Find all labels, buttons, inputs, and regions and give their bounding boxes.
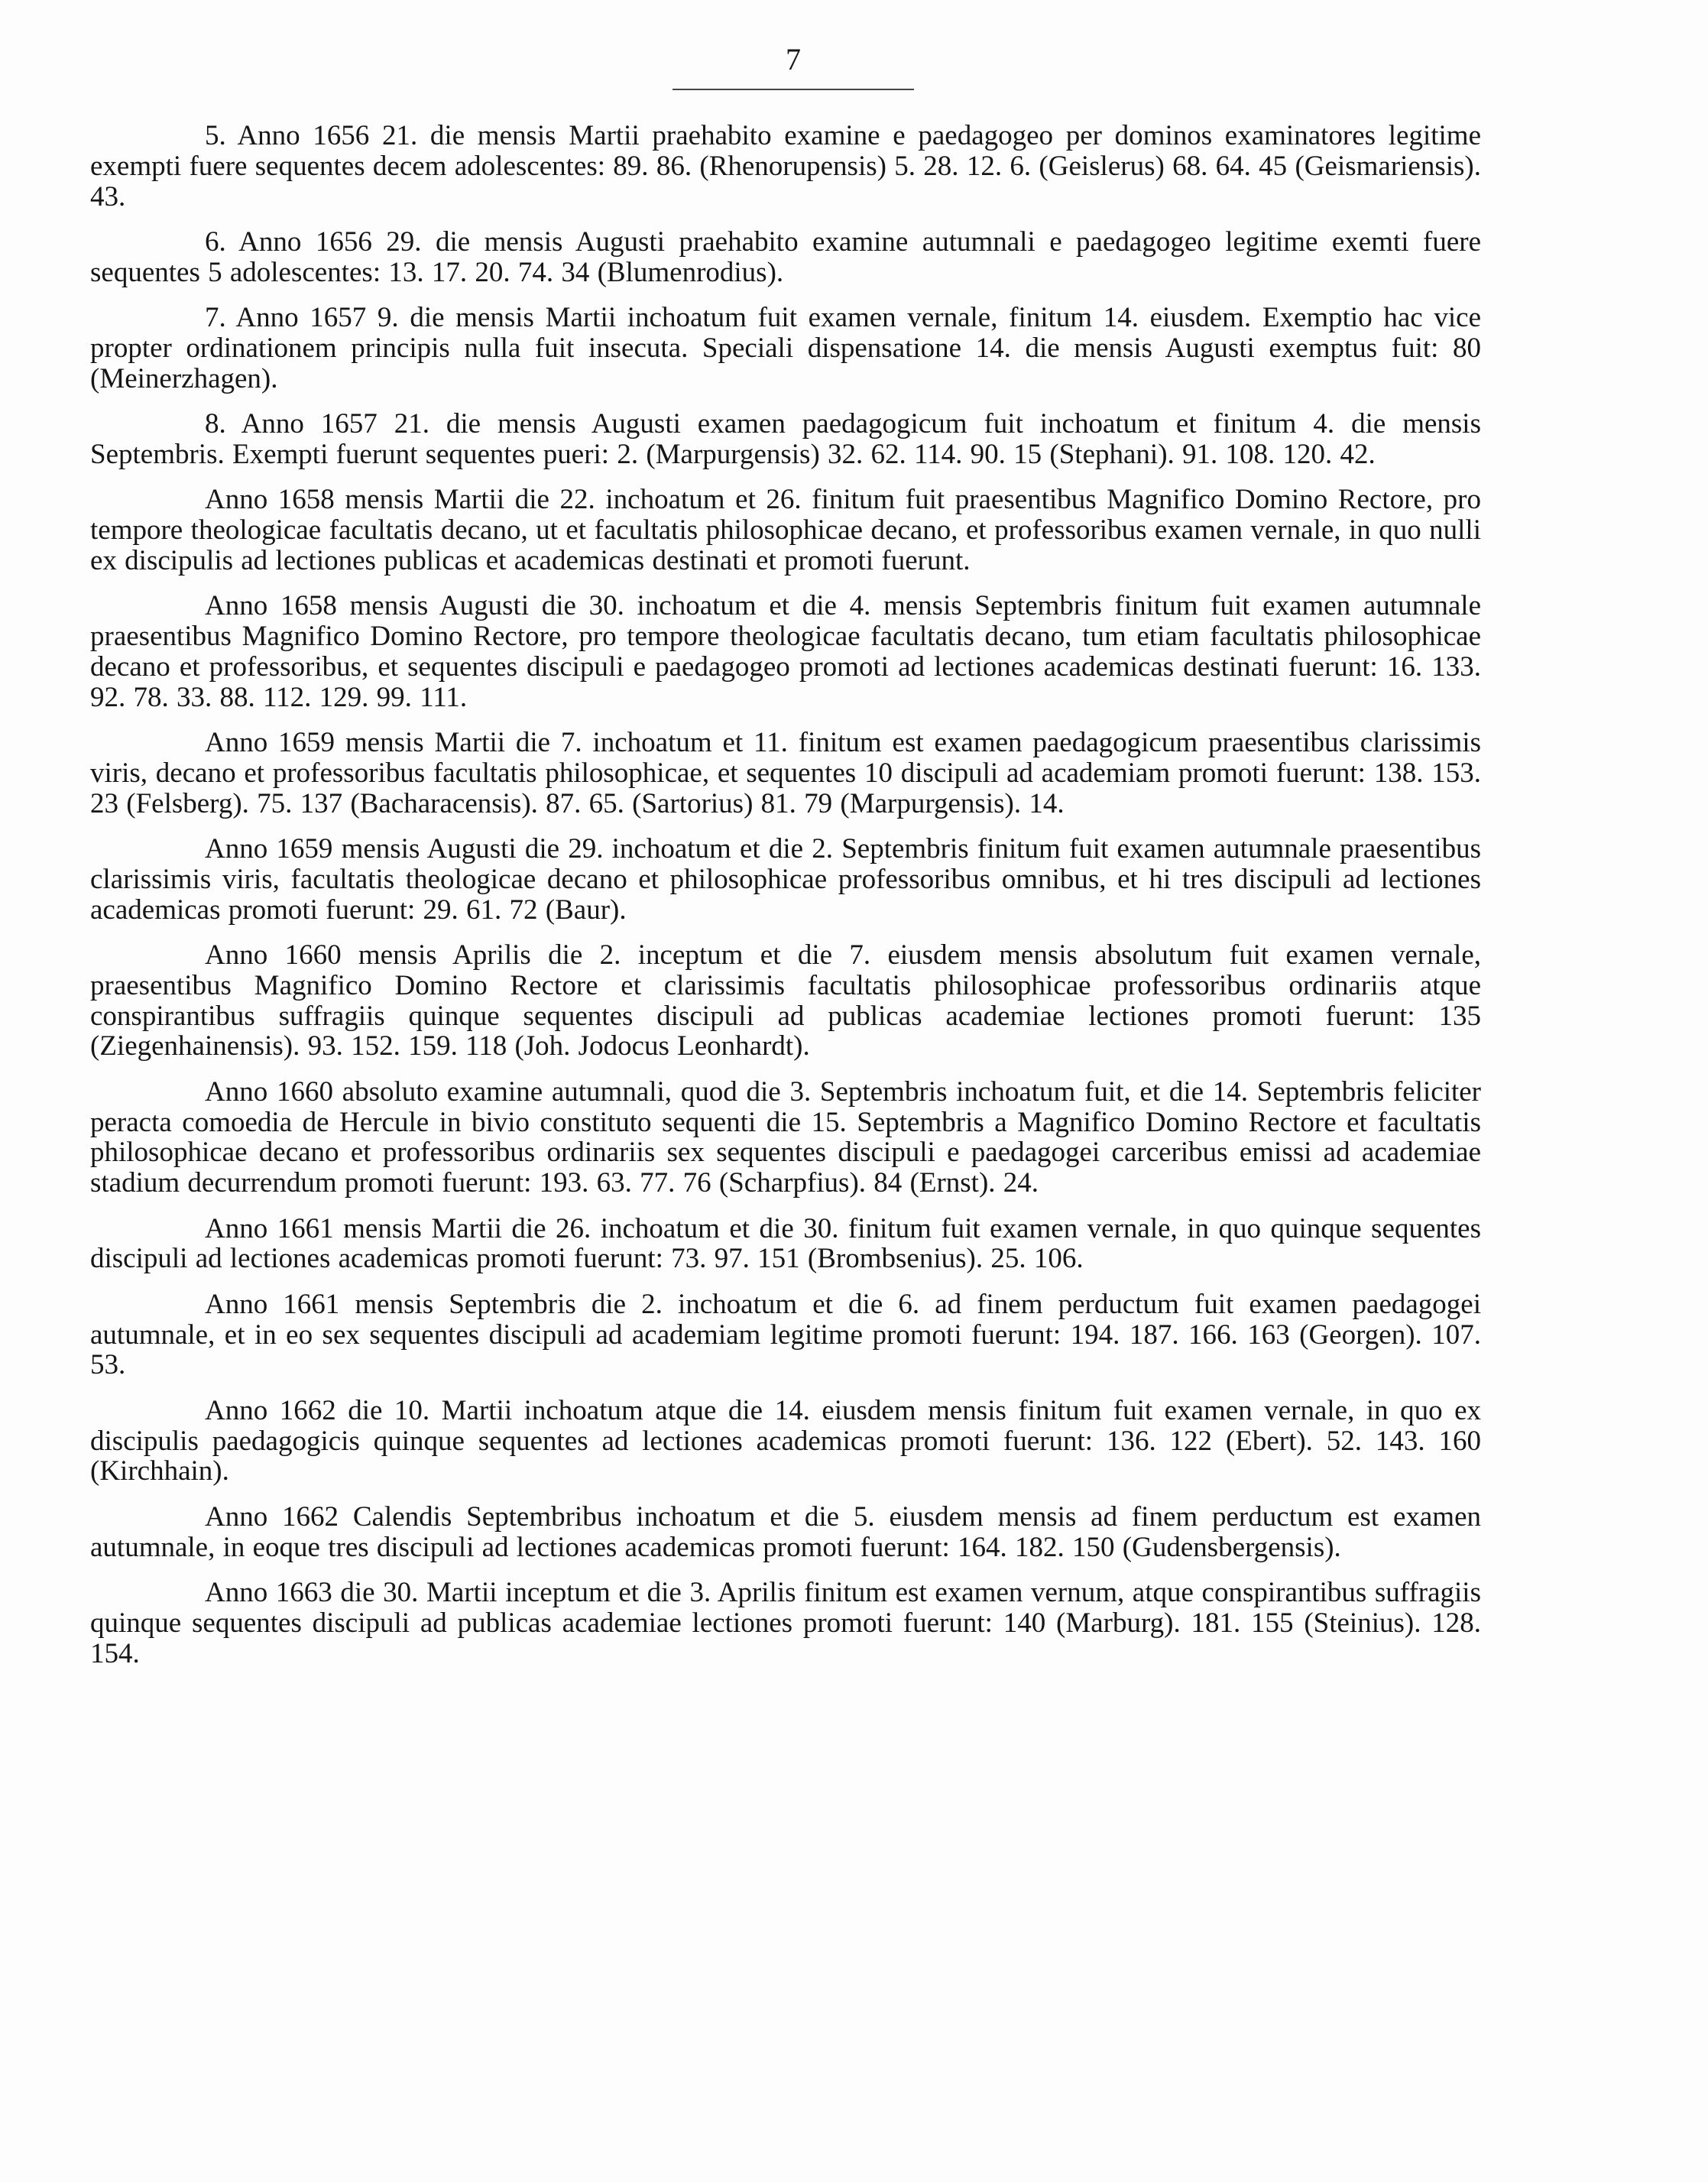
entry-1662-spring: Anno 1662 die 10. Martii inchoatum atque die 14. eiusdem mensis finitum fuit examen vernale, in quo ex discipulis paedagogicis quinque sequentes ad lectiones academicas promoti fuerunt: 136. 122 (Ebert). 52. 143. 160 (Kirchhain).: [90, 1394, 1481, 1487]
entry-1662-autumn: Anno 1662 Calendis Septembribus inchoatum et die 5. eiusdem mensis ad finem perductum est examen autumnale, in eoque tres discipuli ad lectiones academicas promoti fuerunt: 164. 182. 150 (Gudensbergensis).: [90, 1500, 1481, 1563]
entry-1660-spring: Anno 1660 mensis Aprilis die 2. inceptum et die 7. eiusdem mensis absolutum fuit examen vernale, praesentibus Magnifico Domino Rectore et clarissimis facultatis philosophicae professoribus ordinariis atque conspirantibus suffragiis quinque sequentes discipuli ad publicas academiae lectiones promoti fuerunt: 135 (Ziegenhainensis). 93. 152. 159. 118 (Joh. Jodocus Leonhardt).: [90, 939, 1481, 1062]
entry-1661-spring: Anno 1661 mensis Martii die 26. inchoatum et die 30. finitum fuit examen vernale, in quo quinque sequentes discipuli ad lectiones academicas promoti fuerunt: 73. 97. 151 (Brombsenius). 25. 106.: [90, 1212, 1481, 1275]
entry-1661-autumn: Anno 1661 mensis Septembris die 2. inchoatum et die 6. ad finem perductum fuit examen paedagogei autumnale, et in eo sex sequentes discipuli ad academiam legitime promoti fuerunt: 194. 187. 166. 163 (Georgen). 107. 53.: [90, 1288, 1481, 1381]
entry-1663-spring: Anno 1663 die 30. Martii inceptum et die 3. Aprilis finitum est examen vernum, atque conspirantibus suffragiis quinque sequentes discipuli ad publicas academiae lectiones promoti fuerunt: 140 (Marburg). 181. 155 (Steinius). 128. 154.: [90, 1576, 1481, 1669]
header-rule: [673, 89, 914, 90]
entry-1659-autumn: Anno 1659 mensis Augusti die 29. inchoatum et die 2. Septembris finitum fuit examen autumnale praesentibus clarissimis viris, facultatis theologicae decano et philosophicae professoribus omnibus, et hi tres discipuli ad lectiones academicas promoti fuerunt: 29. 61. 72 (Baur).: [90, 833, 1481, 926]
entry-1660-autumn: Anno 1660 absoluto examine autumnali, quod die 3. Septembris inchoatum fuit, et die 14. Septembris feliciter peracta comoedia de Hercule in bivio constituto sequenti die 15. Septembris a Magnifico Domino Rectore et facultatis philosophicae decano et professoribus ordinariis sex sequentes discipuli e paedagogei carceribus emissi ad academiae stadium decurrendum promoti fuerunt: 193. 63. 77. 76 (Scharpfius). 84 (Ernst). 24.: [90, 1075, 1481, 1199]
entry-1659-spring: Anno 1659 mensis Martii die 7. inchoatum et 11. finitum est examen paedagogicum praesentibus clarissimis viris, decano et professoribus facultatis philosophicae, et sequentes 10 discipuli ad academiam promoti fuerunt: 138. 153. 23 (Felsberg). 75. 137 (Bacharacensis). 87. 65. (Sartorius) 81. 79 (Marpurgensis). 14.: [90, 727, 1481, 819]
entry-1658-autumn: Anno 1658 mensis Augusti die 30. inchoatum et die 4. mensis Septembris finitum fuit examen autumnale praesentibus Magnifico Domino Rectore, pro tempore theologicae facultatis decano, tum etiam facultatis philosophicae decano et professoribus, et sequentes discipuli e paedagogeo promoti ad lectiones academicas destinati fuerunt: 16. 133. 92. 78. 33. 88. 112. 129. 99. 111.: [90, 590, 1481, 713]
body-text: [90, 121, 1481, 1669]
entry-1657-spring: 7. Anno 1657 9. die mensis Martii inchoatum fuit examen vernale, finitum 14. eiusdem. Exemptio hac vice propter ordinationem principis nulla fuit insecuta. Speciali dispensatione 14. die mensis Augusti exemptus fuit: 80 (Meinerzhagen).: [90, 302, 1481, 394]
entry-1658-spring: Anno 1658 mensis Martii die 22. inchoatum et 26. finitum fuit praesentibus Magnifico Domino Rectore, pro tempore theologicae facultatis decano, ut et facultatis philosophicae decano, et professoribus examen vernale, in quo nulli ex discipulis ad lectiones publicas et academicas destinati et promoti fuerunt.: [90, 484, 1481, 576]
entry-1656-spring: 5. Anno 1656 21. die mensis Martii praehabito examine e paedagogeo per dominos examinatores legitime exempti fuere sequentes decem adolescentes: 89. 86. (Rhenorupensis) 5. 28. 12. 6. (Geislerus) 68. 64. 45 (Geismariensis). 43.: [90, 120, 1481, 212]
entry-1657-autumn: 8. Anno 1657 21. die mensis Augusti examen paedagogicum fuit inchoatum et finitum 4. die mensis Septembris. Exempti fuerunt sequentes pueri: 2. (Marpurgensis) 32. 62. 114. 90. 15 (Stephani). 91. 108. 120. 42.: [90, 408, 1481, 470]
entry-1656-autumn: 6. Anno 1656 29. die mensis Augusti praehabito examine autumnali e paedagogeo legitime exemti fuere sequentes 5 adolescentes: 13. 17. 20. 74. 34 (Blumenrodius).: [90, 225, 1481, 288]
page-number: 7: [786, 42, 801, 76]
